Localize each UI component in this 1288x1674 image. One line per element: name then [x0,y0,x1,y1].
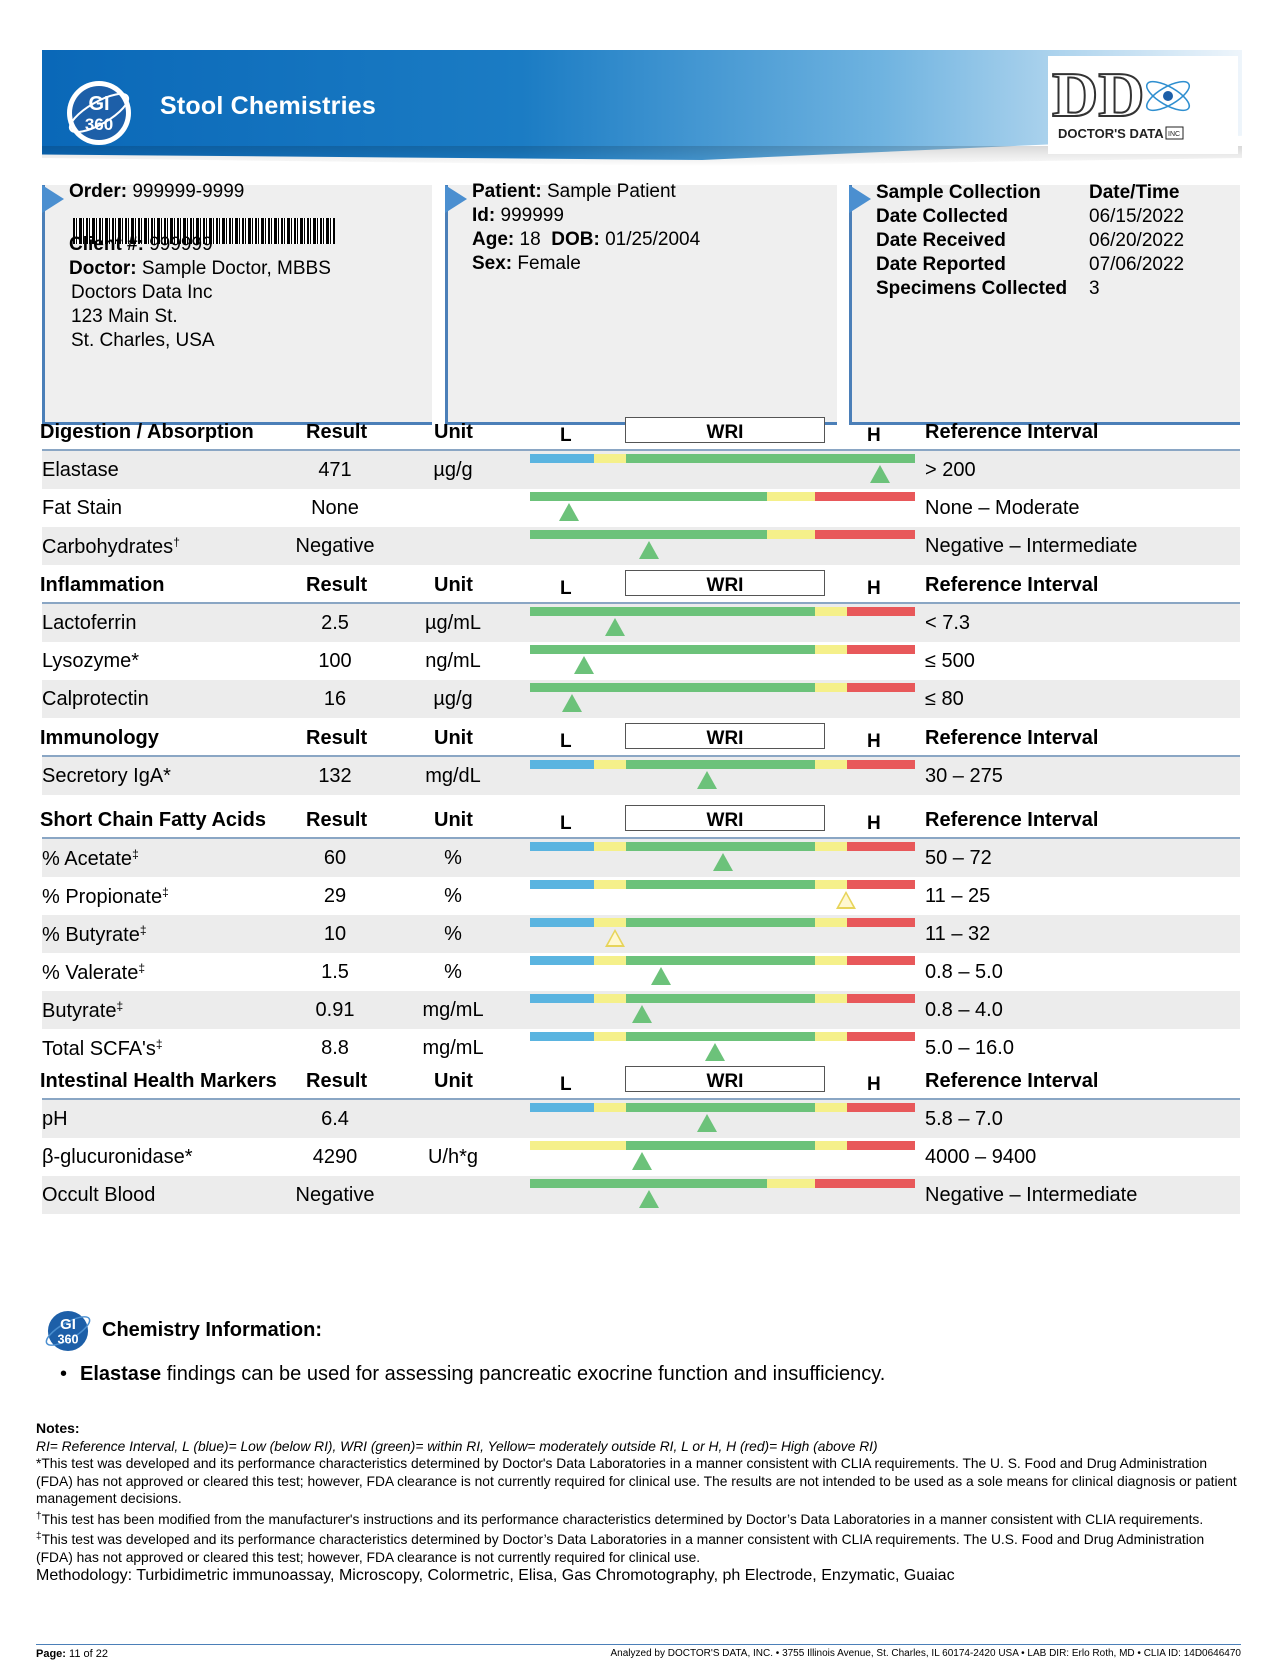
test-unit: ng/mL [425,650,481,672]
reference-interval: 11 – 32 [925,923,991,945]
test-name: Occult Blood [42,1184,156,1206]
range-segment [530,842,594,851]
range-segment [815,1032,847,1041]
section-header [42,719,1240,757]
result-column-header: Result [306,574,368,596]
reference-interval: None – Moderate [925,497,1080,519]
range-segment [530,994,594,1003]
collection-label: Date Received [876,230,1006,251]
range-segment [594,842,626,851]
test-result: 4290 [312,1146,358,1168]
test-result: None [311,497,359,519]
high-label: H [867,813,881,834]
low-label: L [560,731,572,752]
test-result: 471 [318,459,352,481]
test-name: % Acetate‡ [42,847,139,870]
test-name: Fat Stain [42,497,123,519]
section-title: Immunology [40,727,159,749]
collection-panel [849,182,1240,425]
page-number: Page: 11 of 22 [36,1648,108,1660]
range-segment [530,607,815,616]
result-row [42,680,1240,718]
range-segment [847,760,915,769]
range-segment [530,760,594,769]
range-bar [530,1141,915,1150]
test-result: 60 [323,847,347,869]
address-line: 123 Main St. [71,306,178,327]
range-segment [530,1103,594,1112]
test-result: 100 [318,650,352,672]
patient-name: Sample Patient [546,181,676,202]
section-header [42,801,1240,839]
reference-interval: Negative – Intermediate [925,1184,1138,1206]
result-row [42,489,1240,527]
range-segment [530,1032,594,1041]
test-name: Lactoferrin [42,612,137,634]
range-segment [626,760,815,769]
range-bar [530,760,915,769]
range-segment [815,645,847,654]
methodology: Methodology: Turbidimetric immunoassay, Microscopy, Colormetric, Elisa, Gas Chromotography, ph Electrode, Enzymatic, Guaiac [36,1567,955,1584]
result-marker-icon [639,1190,659,1208]
range-bar [530,454,915,463]
test-result: Negative [295,1184,375,1206]
range-segment [530,454,594,463]
result-row [42,991,1240,1029]
notes-star: *This test was developed and its performance characteristics determined by Doctor's Data Laboratories in a manner consistent with CLIA requirements. The U. S. Food and Drug Administration (FDA) has not approved or cleared this test; however, FDA clearance is not currently required for clinical use. The results are not intended to be used as a sole means for clinical diagnosis or patient management decisions. [36,1456,1237,1506]
range-segment [847,683,915,692]
notes-title: Notes: [36,1420,80,1436]
range-bar [530,683,915,692]
range-segment [594,760,626,769]
svg-text:DD: DD [1052,59,1145,130]
results-section [42,566,1240,718]
collection-value: 07/06/2022 [1089,254,1185,275]
section-header [42,566,1240,604]
datetime-header: Date/Time [1089,182,1180,203]
test-name: β-glucuronidase* [42,1146,193,1168]
svg-text:360: 360 [57,1332,79,1347]
svg-text:GI: GI [60,1316,76,1333]
reference-interval: < 7.3 [925,612,971,634]
reference-column-header: Reference Interval [925,727,1099,749]
panel-arrow-icon [849,185,871,213]
result-row [42,915,1240,953]
report-header [42,50,1242,168]
range-segment [626,1141,815,1150]
range-segment [530,918,594,927]
doctors-data-logo [1048,56,1238,154]
range-segment [815,683,847,692]
range-bar [530,1179,915,1188]
test-name: Elastase [42,459,119,481]
reference-interval: 4000 – 9400 [925,1146,1037,1168]
result-marker-icon [605,929,625,947]
range-segment [767,1179,815,1188]
order-number: 999999-9999 [132,181,245,202]
range-bar [530,492,915,501]
collection-value: 06/15/2022 [1089,206,1185,227]
test-name: Total SCFA's‡ [42,1037,163,1060]
section-title: Intestinal Health Markers [40,1070,277,1092]
patient-dob: 01/25/2004 [605,229,701,250]
collection-label: Specimens Collected [876,278,1068,299]
result-marker-icon [651,967,671,985]
wri-label: WRI [706,575,744,596]
range-segment [815,492,915,501]
wri-label: WRI [706,728,744,749]
test-result: Negative [295,535,375,557]
reference-interval: Negative – Intermediate [925,535,1138,557]
range-bar [530,880,915,889]
range-segment [530,956,594,965]
range-segment [847,880,915,889]
doctor-name: Sample Doctor, MBBS [141,258,331,279]
order-panel: Order: 999999-9999 Client #: 999999 Doctor: Sample Doctor, MBBS Doctors Data Inc 123 Main St. St. Charles, USA [42,185,432,425]
wri-label-box [625,723,825,749]
range-segment [847,645,915,654]
svg-text:GI: GI [88,93,110,115]
range-bar [530,1103,915,1112]
range-segment [626,880,815,889]
section-title: Short Chain Fatty Acids [40,809,266,831]
range-segment [530,645,815,654]
result-row [42,1100,1240,1138]
test-name: Butyrate‡ [42,999,124,1022]
chemistry-bullet: • Elastase findings can be used for assessing pancreatic exocrine function and insufficiency. [80,1363,885,1386]
result-marker-icon [632,1152,652,1170]
panel-arrow-icon [445,185,467,213]
patient-sex: Female [517,253,581,274]
range-segment [815,760,847,769]
collection-value: 3 [1089,278,1100,299]
range-bar [530,842,915,851]
range-segment [815,1103,847,1112]
range-segment [815,1141,847,1150]
result-marker-icon [639,541,659,559]
range-segment [594,956,626,965]
result-marker-icon [705,1043,725,1061]
range-bar [530,956,915,965]
reference-interval: ≤ 80 [925,688,964,710]
test-name: Lysozyme* [42,650,140,672]
test-unit: µg/g [433,459,473,481]
result-row [42,953,1240,991]
panel-arrow-icon [42,185,64,213]
range-segment [530,1141,626,1150]
high-label: H [867,425,881,446]
reference-column-header: Reference Interval [925,421,1099,443]
result-row [42,451,1240,489]
result-column-header: Result [306,809,368,831]
result-marker-icon [870,465,890,483]
test-name: % Butyrate‡ [42,923,147,946]
address-line: Doctors Data Inc [71,282,213,303]
unit-column-header: Unit [434,727,473,749]
range-segment [815,842,847,851]
svg-text:360: 360 [84,115,114,134]
range-segment [815,956,847,965]
reference-interval: > 200 [925,459,976,481]
result-row [42,877,1240,915]
gi360-logo [42,1305,94,1357]
test-result: 132 [318,765,352,787]
range-segment [815,994,847,1003]
range-segment [815,607,847,616]
high-label: H [867,731,881,752]
test-result: 29 [323,885,347,907]
high-label: H [867,1074,881,1095]
lab-address: Analyzed by DOCTOR'S DATA, INC. • 3755 Illinois Avenue, St. Charles, IL 60174-2420 USA • LAB DIR: Erlo Roth, MD • CLIA ID: 14D0646470 [610,1648,1241,1659]
reference-column-header: Reference Interval [925,574,1099,596]
test-name: Secretory IgA* [42,765,171,787]
result-marker-icon [559,503,579,521]
range-segment [530,1179,767,1188]
section-header [42,413,1240,451]
range-segment [847,1141,915,1150]
result-marker-icon [632,1005,652,1023]
reference-interval: 5.0 – 16.0 [925,1037,1014,1059]
collection-label: Date Reported [876,254,1006,275]
test-result: 1.5 [321,961,349,983]
range-segment [626,1103,815,1112]
result-row [42,604,1240,642]
range-segment [847,1103,915,1112]
test-result: 8.8 [321,1037,349,1059]
wri-label: WRI [706,1071,744,1092]
wri-label-box [625,1066,825,1092]
range-segment [847,1032,915,1041]
result-row [42,839,1240,877]
reference-interval: 11 – 25 [925,885,991,907]
test-name: Calprotectin [42,688,149,710]
wri-label: WRI [706,422,744,443]
range-segment [626,956,815,965]
range-bar [530,607,915,616]
low-label: L [560,1074,572,1095]
unit-column-header: Unit [434,1070,473,1092]
section-title: Inflammation [40,574,165,596]
range-segment [530,492,767,501]
reference-interval: 30 – 275 [925,765,1003,787]
result-row [42,1176,1240,1214]
result-marker-icon [713,853,733,871]
page-title: Stool Chemistries [160,92,376,120]
range-segment [847,956,915,965]
result-marker-icon [562,694,582,712]
range-segment [530,683,815,692]
result-row [42,642,1240,680]
test-result: 0.91 [315,999,355,1021]
results-section [42,801,1240,1067]
reference-interval: 0.8 – 4.0 [925,999,1003,1021]
range-segment [594,918,626,927]
range-bar [530,994,915,1003]
range-bar [530,1032,915,1041]
test-result: 16 [323,688,347,710]
reference-column-header: Reference Interval [925,809,1099,831]
reference-interval: 0.8 – 5.0 [925,961,1003,983]
patient-id: 999999 [500,205,564,226]
result-marker-icon [697,1114,717,1132]
result-marker-icon [605,618,625,636]
result-column-header: Result [306,421,368,443]
low-label: L [560,425,572,446]
gi360-logo [64,78,134,148]
test-unit: % [444,961,462,983]
low-label: L [560,578,572,599]
test-unit: µg/mL [425,612,481,634]
range-segment [815,918,847,927]
test-unit: µg/g [433,688,473,710]
collection-header: Sample Collection [876,182,1041,203]
reference-interval: ≤ 500 [925,650,975,672]
results-section [42,1062,1240,1214]
unit-column-header: Unit [434,421,473,443]
test-name: % Propionate‡ [42,885,169,908]
range-segment [626,454,915,463]
notes-ddagger: ‡This test was developed and its performance characteristics determined by Doctor’s Data Laboratories in a manner consistent with CLIA requirements. The U.S. Food and Drug Administration (FDA) has not approved or cleared this test; however, FDA clearance is not currently required for clinical use. [36,1531,1205,1565]
range-bar [530,530,915,539]
address-line: St. Charles, USA [71,330,215,351]
test-unit: % [444,923,462,945]
client-number: 999999 [149,234,213,255]
test-unit: mg/mL [422,1037,484,1059]
range-bar [530,918,915,927]
range-segment [767,530,815,539]
reference-interval: 50 – 72 [925,847,992,869]
range-segment [530,880,594,889]
range-segment [626,1032,815,1041]
wri-label-box [625,570,825,596]
test-name: % Valerate‡ [42,961,146,984]
range-segment [815,530,915,539]
low-label: L [560,813,572,834]
test-name: pH [42,1108,68,1130]
range-segment [594,454,626,463]
notes-legend: RI= Reference Interval, L (blue)= Low (below RI), WRI (green)= within RI, Yellow= moderately outside RI, L or H, H (red)= High (above RI) [36,1438,878,1454]
range-segment [767,492,815,501]
results-section [42,719,1240,795]
range-segment [594,1103,626,1112]
collection-value: 06/20/2022 [1089,230,1185,251]
test-result: 6.4 [321,1108,349,1130]
result-row [42,1138,1240,1176]
unit-column-header: Unit [434,574,473,596]
range-segment [626,842,815,851]
high-label: H [867,578,881,599]
result-row [42,757,1240,795]
svg-text:DOCTOR'S DATA: DOCTOR'S DATA [1058,126,1164,141]
test-unit: mg/dL [425,765,481,787]
notes-dagger: †This test has been modified from the manufacturer's instructions and its performance characteristics determined by Doctor’s Data Laboratories in a manner consistent with CLIA requirements. [36,1510,1204,1527]
result-column-header: Result [306,727,368,749]
test-result: 2.5 [321,612,349,634]
results-section [42,413,1240,565]
result-marker-icon [697,771,717,789]
wri-label: WRI [706,810,744,831]
result-row [42,527,1240,565]
section-header [42,1062,1240,1100]
range-segment [626,994,815,1003]
svg-text:INC: INC [1168,131,1181,138]
test-unit: % [444,847,462,869]
notes [36,1420,1241,1586]
wri-label-box [625,417,825,443]
range-segment [847,994,915,1003]
page-footer [36,1644,1241,1660]
chemistry-title: Chemistry Information: [102,1319,323,1341]
test-unit: U/h*g [427,1146,479,1168]
range-segment [530,530,767,539]
patient-age: 18 [519,229,541,250]
range-segment [594,994,626,1003]
result-marker-icon [836,891,856,909]
section-title: Digestion / Absorption [40,421,254,443]
range-segment [594,880,626,889]
test-result: 10 [323,923,347,945]
range-segment [594,1032,626,1041]
reference-column-header: Reference Interval [925,1070,1099,1092]
range-segment [847,607,915,616]
range-segment [847,918,915,927]
collection-label: Date Collected [876,206,1008,227]
range-segment [626,918,815,927]
range-bar [530,645,915,654]
patient-panel: Patient: Sample Patient Id: 999999 Age: 18 DOB: 01/25/2004 Sex: Female [445,185,837,425]
result-marker-icon [574,656,594,674]
test-unit: mg/mL [422,999,484,1021]
test-name: Carbohydrates† [42,535,180,558]
range-segment [847,842,915,851]
range-segment [815,880,847,889]
wri-label-box [625,805,825,831]
test-unit: % [444,885,462,907]
reference-interval: 5.8 – 7.0 [925,1108,1003,1130]
unit-column-header: Unit [434,809,473,831]
range-segment [815,1179,915,1188]
result-column-header: Result [306,1070,368,1092]
